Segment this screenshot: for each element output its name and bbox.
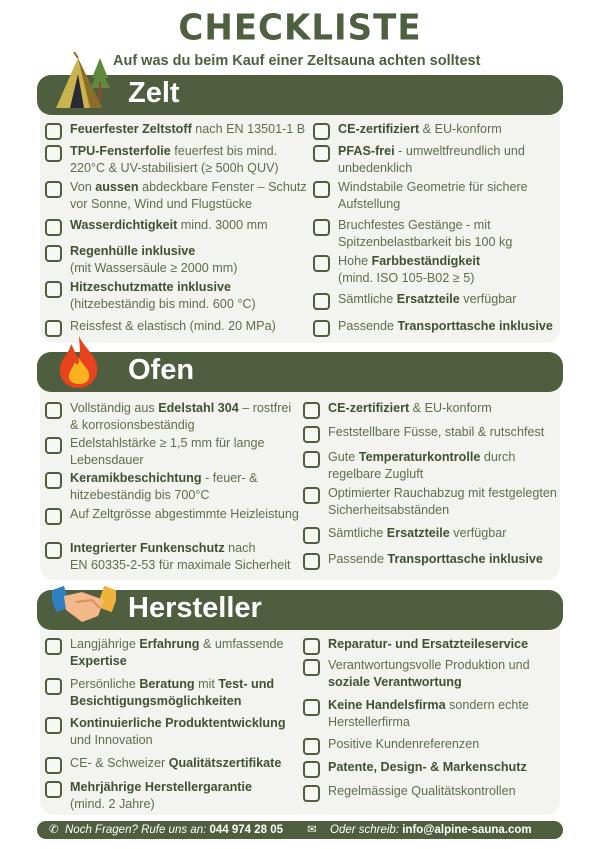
item-text: Optimierter Rauchabzug mit festgelegten Sicherheitsabständen bbox=[328, 486, 557, 517]
checkbox[interactable] bbox=[45, 472, 62, 489]
page-subtitle: Auf was du beim Kauf einer Zeltsauna achten solltest bbox=[113, 53, 481, 69]
checkbox[interactable] bbox=[313, 320, 330, 337]
checkbox[interactable] bbox=[45, 145, 62, 162]
mail-icon: ✉ bbox=[307, 824, 317, 836]
item-text-bold: Regenhülle inklusive bbox=[70, 244, 196, 258]
item-text-bold: Temperaturkontrolle bbox=[358, 450, 481, 464]
checklist-item bbox=[328, 449, 560, 483]
item-text: Langjährige bbox=[70, 637, 140, 651]
item-text-bold: Transporttasche inklusive bbox=[387, 552, 543, 566]
item-text: Hohe bbox=[338, 254, 372, 268]
checklist-item bbox=[328, 657, 560, 691]
checklist-item bbox=[70, 755, 302, 772]
checklist-item bbox=[70, 779, 302, 813]
checkbox[interactable] bbox=[303, 699, 320, 716]
checkbox[interactable] bbox=[303, 487, 320, 504]
section-header-ofen bbox=[37, 352, 563, 392]
checklist-item bbox=[328, 485, 560, 519]
item-text-bold: Ersatzteile bbox=[396, 292, 460, 306]
checklist-item bbox=[70, 121, 310, 138]
item-text: (mind. 2 Jahre) bbox=[70, 797, 155, 811]
checklist-item bbox=[70, 143, 310, 177]
item-text-bold: Patente, Design- & Markenschutz bbox=[328, 760, 527, 774]
page-title: CHECKLISTE bbox=[178, 7, 422, 49]
item-text: und Innovation bbox=[70, 733, 153, 747]
checkbox[interactable] bbox=[45, 542, 62, 559]
item-text: Persönliche bbox=[70, 677, 140, 691]
checklist-item bbox=[70, 217, 310, 234]
item-text: feuerfest bis mind. 220°C & UV-stabilisiert (≥ 500h QUV) bbox=[70, 144, 279, 175]
item-text: Bruchfestes Gestänge - mit Spitzenbelastbarkeit bis 100 kg bbox=[338, 218, 513, 249]
checkbox[interactable] bbox=[313, 255, 330, 272]
checklist-item bbox=[338, 253, 560, 287]
checkbox[interactable] bbox=[303, 553, 320, 570]
checklist-item bbox=[70, 400, 302, 434]
item-text: Feststellbare Füsse, stabil & rutschfest bbox=[328, 425, 545, 439]
section-title: Zelt bbox=[128, 77, 180, 109]
checkbox[interactable] bbox=[45, 757, 62, 774]
item-text: & umfassende bbox=[199, 637, 284, 651]
contact-footer bbox=[37, 821, 563, 839]
item-text: CE- & Schweizer bbox=[70, 756, 169, 770]
item-text: Reissfest & elastisch (mind. 20 MPa) bbox=[70, 319, 276, 333]
checkbox[interactable] bbox=[303, 785, 320, 802]
checkbox[interactable] bbox=[303, 402, 320, 419]
checklist-item bbox=[328, 636, 560, 653]
handshake-icon bbox=[52, 584, 116, 624]
checklist-item bbox=[70, 676, 302, 710]
checklist-item bbox=[70, 540, 302, 574]
item-text-bold: Wasserdichtigkeit bbox=[70, 218, 178, 232]
item-text: Windstabile Geometrie für sichere Aufstellung bbox=[338, 180, 528, 211]
checkbox[interactable] bbox=[313, 145, 330, 162]
checklist-item bbox=[70, 318, 310, 335]
checklist-item bbox=[338, 121, 560, 138]
checkbox[interactable] bbox=[313, 181, 330, 198]
checklist-item bbox=[338, 318, 560, 335]
item-text-bold: aussen bbox=[95, 180, 139, 194]
checklist-item bbox=[338, 217, 560, 251]
item-text: Auf Zeltgrösse abgestimmte Heizleistung bbox=[70, 507, 299, 521]
checkbox[interactable] bbox=[45, 638, 62, 655]
item-text: Verantwortungsvolle Produktion und bbox=[328, 658, 530, 672]
item-text: verfügbar bbox=[449, 526, 507, 540]
item-text: sondern echte Herstellerfirma bbox=[328, 698, 529, 729]
item-text: verfügbar bbox=[459, 292, 517, 306]
section-title: Hersteller bbox=[128, 592, 262, 624]
item-text-bold: Hitzeschutzmatte inklusive bbox=[70, 280, 231, 294]
checklist-item bbox=[70, 715, 302, 749]
checklist-item bbox=[70, 243, 310, 277]
item-text-bold: Mehrjährige Herstellergarantie bbox=[70, 780, 252, 794]
item-text-bold: PFAS-frei bbox=[338, 144, 395, 158]
item-text: Positive Kundenreferenzen bbox=[328, 737, 480, 751]
item-text: EN 60335-2-53 für maximale Sicherheit bbox=[70, 558, 291, 572]
item-text: mind. 3000 mm bbox=[177, 218, 268, 232]
checkbox[interactable] bbox=[45, 717, 62, 734]
checklist-item bbox=[70, 179, 310, 213]
item-text: Passende bbox=[328, 552, 388, 566]
item-text: (mit Wassersäule ≥ 2000 mm) bbox=[70, 261, 238, 275]
checkbox[interactable] bbox=[45, 781, 62, 798]
checkbox[interactable] bbox=[45, 245, 62, 262]
item-text: - umweltfreundlich und unbedenklich bbox=[338, 144, 525, 175]
checklist-item bbox=[338, 143, 560, 177]
item-text: Gute bbox=[328, 450, 359, 464]
checklist-item bbox=[70, 506, 302, 523]
item-text-bold: Integrierter Funkenschutz bbox=[70, 541, 225, 555]
fire-icon bbox=[57, 336, 101, 388]
item-text-bold: Test- und Besichtigungsmöglichkeiten bbox=[70, 677, 275, 708]
item-text: (mind. ISO 105-B02 ≥ 5) bbox=[338, 271, 475, 285]
checkbox[interactable] bbox=[45, 181, 62, 198]
checklist-item bbox=[70, 636, 302, 670]
checklist-item bbox=[70, 470, 302, 504]
checklist-item bbox=[328, 736, 560, 753]
item-text: & EU-konform bbox=[409, 401, 492, 415]
checklist-item bbox=[328, 759, 560, 776]
item-text-bold: Qualitätszertifikate bbox=[168, 756, 282, 770]
item-text-bold: Keramikbeschichtung bbox=[70, 471, 202, 485]
checkbox[interactable] bbox=[303, 738, 320, 755]
item-text: & EU-konform bbox=[419, 122, 502, 136]
item-text-bold: soziale Verantwortung bbox=[328, 675, 462, 689]
checkbox[interactable] bbox=[303, 451, 320, 468]
item-text: - feuer- & hitzebeständig bis 700°C bbox=[70, 471, 258, 502]
item-text-bold: Edelstahl 304 bbox=[158, 401, 239, 415]
item-text-bold: Beratung bbox=[139, 677, 195, 691]
item-text-bold: Farbbeständigkeit bbox=[371, 254, 481, 268]
checklist-item bbox=[328, 783, 560, 800]
checkbox[interactable] bbox=[45, 402, 62, 419]
tent-icon bbox=[56, 52, 112, 110]
item-text-bold: Kontinuierliche Produktentwicklung bbox=[70, 716, 286, 730]
item-text-bold: CE-zertifiziert bbox=[338, 122, 420, 136]
phone-icon: ✆ bbox=[49, 824, 59, 836]
item-text: durch regelbare Zugluft bbox=[328, 450, 516, 481]
checklist-item bbox=[328, 400, 560, 417]
checkbox[interactable] bbox=[313, 123, 330, 140]
item-text-bold: Transporttasche inklusive bbox=[397, 319, 553, 333]
checklist-item bbox=[70, 435, 302, 469]
item-text: Sämtliche bbox=[338, 292, 397, 306]
item-text: Regelmässige Qualitätskontrollen bbox=[328, 784, 516, 798]
item-text: (hitzebeständig bis mind. 600 °C) bbox=[70, 297, 256, 311]
checkbox[interactable] bbox=[313, 219, 330, 236]
checkbox[interactable] bbox=[303, 426, 320, 443]
item-text-bold: Keine Handelsfirma bbox=[328, 698, 446, 712]
checkbox[interactable] bbox=[45, 678, 62, 695]
section-header-zelt bbox=[37, 75, 563, 115]
checklist-item bbox=[328, 525, 560, 542]
checklist-item bbox=[328, 697, 560, 731]
section-title: Ofen bbox=[128, 354, 195, 386]
item-text: nach EN 13501-1 B bbox=[191, 122, 306, 136]
item-text-bold: Reparatur- und Ersatzteileservice bbox=[328, 637, 529, 651]
checkbox[interactable] bbox=[303, 761, 320, 778]
checkbox[interactable] bbox=[45, 281, 62, 298]
item-text: abdeckbare Fenster – Schutz vor Sonne, Wind und Flugstücke bbox=[70, 180, 307, 211]
phone-number[interactable]: 044 974 28 05 bbox=[209, 824, 284, 836]
item-text-bold: Ersatzteile bbox=[386, 526, 450, 540]
mail-label: Oder schreib: bbox=[330, 824, 400, 836]
checklist-item bbox=[328, 424, 560, 441]
phone-label: Noch Fragen? Rufe uns an: bbox=[65, 824, 207, 836]
checkbox[interactable] bbox=[303, 659, 320, 676]
item-text: Passende bbox=[338, 319, 398, 333]
checkbox[interactable] bbox=[45, 437, 62, 454]
item-text: Sämtliche bbox=[328, 526, 387, 540]
item-text-bold: Feuerfester Zeltstoff bbox=[70, 122, 192, 136]
checkbox[interactable] bbox=[45, 219, 62, 236]
item-text: Von bbox=[70, 180, 96, 194]
item-text-bold: CE-zertifiziert bbox=[328, 401, 410, 415]
item-text-bold: Expertise bbox=[70, 654, 127, 668]
checkbox[interactable] bbox=[303, 638, 320, 655]
checkbox[interactable] bbox=[313, 293, 330, 310]
email-link[interactable]: info@alpine-sauna.com bbox=[402, 824, 532, 836]
item-text: – rostfrei & korrosionsbeständig bbox=[70, 401, 292, 432]
item-text: Edelstahlstärke ≥ 1,5 mm für lange Lebensdauer bbox=[70, 436, 265, 467]
checkbox[interactable] bbox=[45, 508, 62, 525]
item-text: Vollständig aus bbox=[70, 401, 159, 415]
checkbox[interactable] bbox=[45, 320, 62, 337]
checklist-item bbox=[338, 179, 560, 213]
item-text: mit bbox=[194, 677, 219, 691]
checkbox[interactable] bbox=[45, 123, 62, 140]
item-text: nach bbox=[224, 541, 256, 555]
checklist-item bbox=[338, 291, 560, 308]
checklist-item bbox=[328, 551, 560, 568]
item-text-bold: Erfahrung bbox=[139, 637, 200, 651]
checkbox[interactable] bbox=[303, 527, 320, 544]
checklist-item bbox=[70, 279, 310, 313]
item-text-bold: TPU-Fensterfolie bbox=[70, 144, 171, 158]
